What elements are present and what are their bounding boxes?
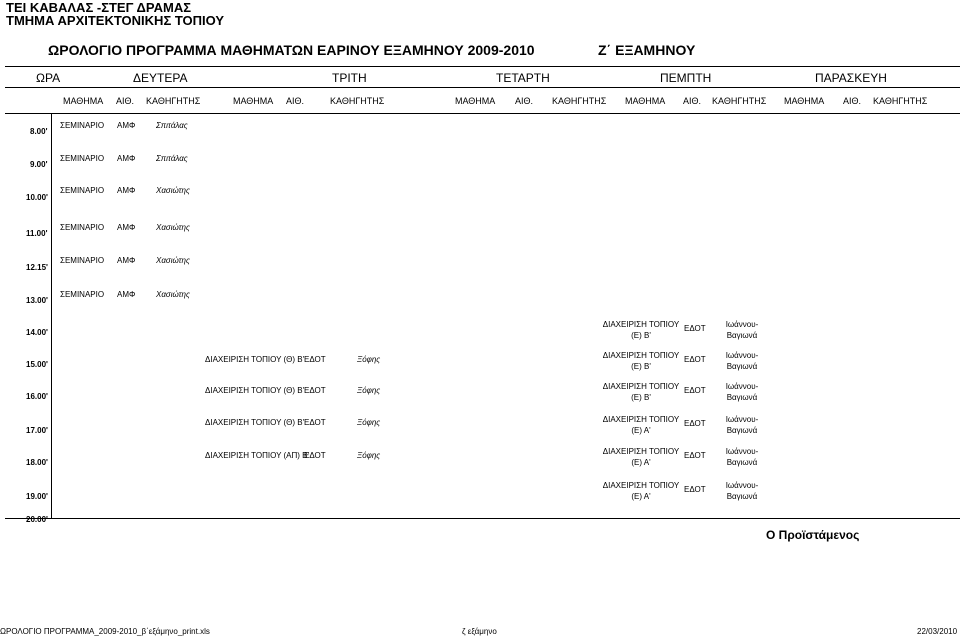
tuesday-course: ΔΙΑΧΕΙΡΙΣΗ ΤΟΠΙΟΥ (ΑΠ) Β' — [205, 451, 310, 460]
day-header-thursday: ΠΕΜΠΤΗ — [660, 71, 712, 85]
thursday-teacher-line2: Βαγιωνά — [726, 331, 758, 340]
time-label: 9.00' — [30, 160, 48, 169]
subheader-room: ΑΙΘ. — [843, 96, 862, 106]
time-label: 11.00' — [26, 229, 48, 238]
thursday-course-line1: ΔΙΑΧΕΙΡΙΣΗ ΤΟΠΙΟΥ — [602, 351, 680, 360]
semester-title: Ζ΄ ΕΞΑΜΗΝΟΥ — [598, 42, 696, 58]
monday-course: ΣΕΜΙΝΑΡΙΟ — [60, 121, 105, 130]
thursday-course-line2: (Ε) Β' — [631, 331, 651, 340]
thursday-teacher — [710, 350, 774, 372]
thursday-room: ΕΔΟΤ — [684, 485, 706, 494]
time-label: 10.00' — [26, 193, 48, 202]
tuesday-room: ΕΔΟΤ — [304, 451, 326, 460]
subheader-course: ΜΑΘΗΜΑ — [455, 96, 496, 106]
thursday-course — [598, 414, 684, 436]
day-header-monday: ΔΕΥΤΕΡΑ — [133, 71, 188, 85]
thursday-teacher-line1: Ιωάννου- — [725, 447, 759, 456]
time-label: 15.00' — [26, 360, 48, 369]
subheader-room: ΑΙΘ. — [683, 96, 702, 106]
thursday-room: ΕΔΟΤ — [684, 419, 706, 428]
monday-teacher: Σπιτάλας — [156, 121, 188, 130]
time-label: 17.00' — [26, 426, 48, 435]
time-label: 14.00' — [26, 328, 48, 337]
time-label: 19.00' — [26, 492, 48, 501]
thursday-teacher — [710, 480, 774, 502]
tuesday-course: ΔΙΑΧΕΙΡΙΣΗ ΤΟΠΙΟΥ (Θ) Β' — [205, 418, 305, 427]
time-label: 8.00' — [30, 127, 48, 136]
thursday-teacher-line1: Ιωάννου- — [725, 382, 759, 391]
subheader-teacher: ΚΑΘΗΓΗΤΗΣ — [146, 96, 201, 106]
thursday-teacher-line2: Βαγιωνά — [726, 426, 758, 435]
tuesday-course: ΔΙΑΧΕΙΡΙΣΗ ΤΟΠΙΟΥ (Θ) Β' — [205, 355, 305, 364]
thursday-teacher-line1: Ιωάννου- — [725, 351, 759, 360]
tuesday-course: ΔΙΑΧΕΙΡΙΣΗ ΤΟΠΙΟΥ (Θ) Β' — [205, 386, 305, 395]
thursday-teacher — [710, 414, 774, 436]
time-label: 13.00' — [26, 296, 48, 305]
institution-name: ΤΕΙ ΚΑΒΑΛΑΣ -ΣΤΕΓ ΔΡΑΜΑΣ — [6, 0, 192, 15]
monday-teacher: Χασιώτης — [156, 186, 190, 195]
footer-filename: ΩΡΟΛΟΓΙΟ ΠΡΟΓΡΑΜΜΑ_2009-2010_β΄εξάμηνο_print.xls — [0, 627, 210, 636]
thursday-course-line1: ΔΙΑΧΕΙΡΙΣΗ ΤΟΠΙΟΥ — [602, 481, 680, 490]
footer-sheet-name: ζ εξάμηνο — [462, 627, 497, 636]
signature-title: Ο Προϊστάμενος — [766, 528, 860, 542]
department-name: ΤΜΗΜΑ ΑΡΧΙΤΕΚΤΟΝΙΚΗΣ ΤΟΠΙΟΥ — [6, 13, 225, 28]
subheader-room: ΑΙΘ. — [286, 96, 305, 106]
monday-room: ΑΜΦ — [117, 223, 136, 232]
hour-column-header: ΩΡΑ — [36, 71, 61, 85]
thursday-course-line1: ΔΙΑΧΕΙΡΙΣΗ ΤΟΠΙΟΥ — [602, 415, 680, 424]
thursday-room: ΕΔΟΤ — [684, 324, 706, 333]
thursday-room: ΕΔΟΤ — [684, 451, 706, 460]
subheader-teacher: ΚΑΘΗΓΗΤΗΣ — [873, 96, 928, 106]
tuesday-teacher: Ξόφης — [357, 355, 381, 364]
thursday-teacher-line1: Ιωάννου- — [725, 415, 759, 424]
thursday-teacher — [710, 381, 774, 403]
thursday-teacher-line1: Ιωάννου- — [725, 481, 759, 490]
thursday-teacher-line2: Βαγιωνά — [726, 492, 758, 501]
table-bottom-border — [5, 518, 960, 519]
thursday-course-line2: (Ε) Α' — [631, 458, 651, 467]
day-header-friday: ΠΑΡΑΣΚΕΥΗ — [815, 71, 887, 85]
tuesday-teacher: Ξόφης — [357, 418, 381, 427]
subheader-divider — [5, 113, 960, 114]
thursday-room: ΕΔΟΤ — [684, 386, 706, 395]
header-divider — [5, 87, 960, 88]
thursday-course — [598, 446, 684, 468]
monday-room: ΑΜΦ — [117, 121, 136, 130]
thursday-course-line2: (Ε) Β' — [631, 393, 651, 402]
subheader-teacher: ΚΑΘΗΓΗΤΗΣ — [712, 96, 767, 106]
thursday-teacher-line2: Βαγιωνά — [726, 362, 758, 371]
tuesday-teacher: Ξόφης — [357, 386, 381, 395]
thursday-course-line2: (Ε) Α' — [631, 492, 651, 501]
thursday-course-line2: (Ε) Α' — [631, 426, 651, 435]
thursday-course-line2: (Ε) Β' — [631, 362, 651, 371]
tuesday-teacher: Ξόφης — [357, 451, 381, 460]
subheader-teacher: ΚΑΘΗΓΗΤΗΣ — [552, 96, 607, 106]
monday-room: ΑΜΦ — [117, 256, 136, 265]
tuesday-room: ΕΔΟΤ — [304, 386, 326, 395]
thursday-course — [598, 319, 684, 341]
monday-course: ΣΕΜΙΝΑΡΙΟ — [60, 154, 105, 163]
monday-teacher: Χασιώτης — [156, 290, 190, 299]
footer-date: 22/03/2010 — [917, 627, 958, 636]
thursday-room: ΕΔΟΤ — [684, 355, 706, 364]
monday-room: ΑΜΦ — [117, 154, 136, 163]
page-title: ΩΡΟΛΟΓΙΟ ΠΡΟΓΡΑΜΜΑ ΜΑΘΗΜΑΤΩΝ ΕΑΡΙΝΟΥ ΕΞΑΜΗΝΟΥ 2009-2010 — [48, 42, 535, 58]
subheader-course: ΜΑΘΗΜΑ — [63, 96, 104, 106]
thursday-course — [598, 480, 684, 502]
monday-teacher: Χασιώτης — [156, 256, 190, 265]
subheader-room: ΑΙΘ. — [116, 96, 135, 106]
table-top-border — [5, 66, 960, 67]
thursday-teacher-line2: Βαγιωνά — [726, 393, 758, 402]
subheader-room: ΑΙΘ. — [515, 96, 534, 106]
time-label: 20.00' — [26, 515, 48, 524]
thursday-course — [598, 350, 684, 372]
thursday-teacher-line1: Ιωάννου- — [725, 320, 759, 329]
day-header-wednesday: ΤΕΤΑΡΤΗ — [496, 71, 550, 85]
day-header-tuesday: ΤΡΙΤΗ — [332, 71, 367, 85]
time-label: 18.00' — [26, 458, 48, 467]
time-label: 16.00' — [26, 392, 48, 401]
time-column-divider — [51, 113, 52, 519]
monday-course: ΣΕΜΙΝΑΡΙΟ — [60, 256, 105, 265]
subheader-course: ΜΑΘΗΜΑ — [233, 96, 274, 106]
thursday-course — [598, 381, 684, 403]
thursday-teacher — [710, 319, 774, 341]
tuesday-room: ΕΔΟΤ — [304, 355, 326, 364]
thursday-teacher-line2: Βαγιωνά — [726, 458, 758, 467]
subheader-course: ΜΑΘΗΜΑ — [625, 96, 666, 106]
thursday-course-line1: ΔΙΑΧΕΙΡΙΣΗ ΤΟΠΙΟΥ — [602, 382, 680, 391]
monday-room: ΑΜΦ — [117, 186, 136, 195]
monday-teacher: Χασιώτης — [156, 223, 190, 232]
monday-course: ΣΕΜΙΝΑΡΙΟ — [60, 223, 105, 232]
subheader-course: ΜΑΘΗΜΑ — [784, 96, 825, 106]
thursday-teacher — [710, 446, 774, 468]
tuesday-room: ΕΔΟΤ — [304, 418, 326, 427]
thursday-course-line1: ΔΙΑΧΕΙΡΙΣΗ ΤΟΠΙΟΥ — [602, 320, 680, 329]
time-label: 12.15' — [26, 263, 48, 272]
thursday-course-line1: ΔΙΑΧΕΙΡΙΣΗ ΤΟΠΙΟΥ — [602, 447, 680, 456]
subheader-teacher: ΚΑΘΗΓΗΤΗΣ — [330, 96, 385, 106]
monday-course: ΣΕΜΙΝΑΡΙΟ — [60, 186, 105, 195]
monday-course: ΣΕΜΙΝΑΡΙΟ — [60, 290, 105, 299]
monday-teacher: Σπιτάλας — [156, 154, 188, 163]
monday-room: ΑΜΦ — [117, 290, 136, 299]
